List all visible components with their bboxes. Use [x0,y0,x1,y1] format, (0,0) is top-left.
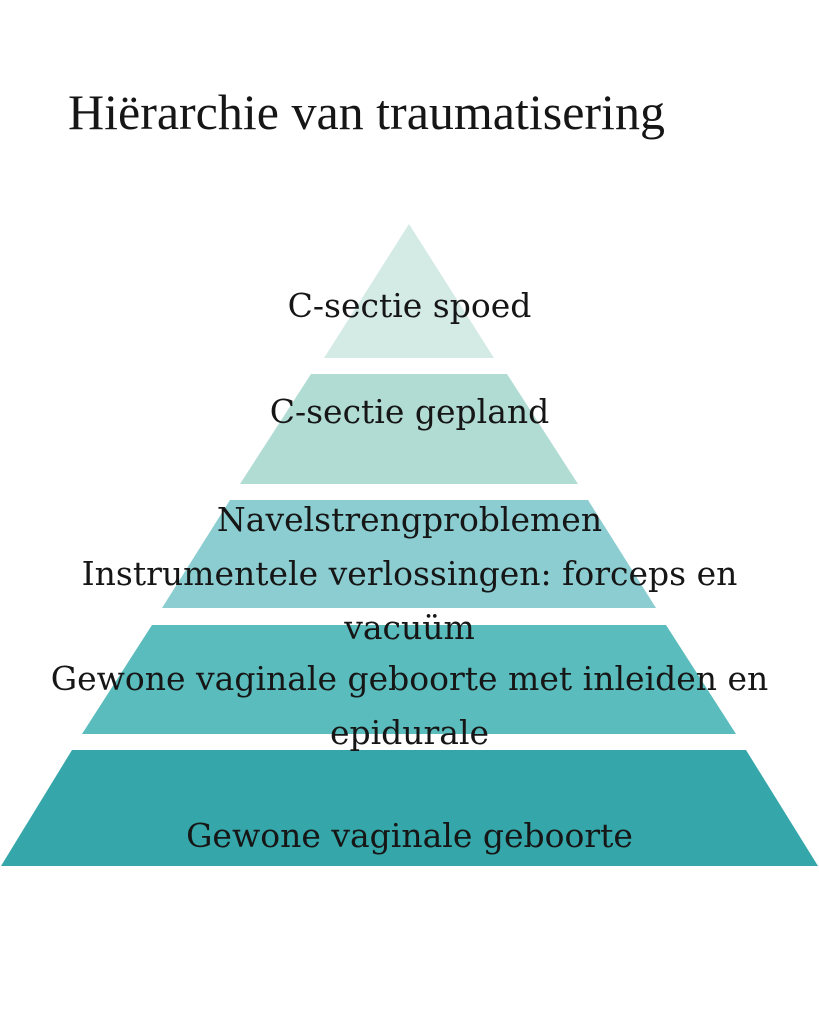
tier-3-line-2: Instrumentele verlossingen: forceps en [81,554,738,593]
tier-1-label [0,279,819,333]
tier-3-label [0,493,819,655]
tier-2-label [0,385,819,439]
tier-4-label [0,652,819,760]
tier-4-line-1: Gewone vaginale geboorte met inleiden en [50,659,769,698]
tier-5-label [0,809,819,863]
tier-1-line-1: C-sectie spoed [287,286,532,325]
tier-4-line-2: epidurale [329,713,490,752]
tier-3-line-3: vacuüm [344,608,475,647]
tier-5-line-1: Gewone vaginale geboorte [186,816,633,855]
diagram-title: Hiërarchie van traumatisering [68,84,665,140]
tier-2-line-1: C-sectie gepland [269,392,550,431]
tier-3-line-1: Navelstrengproblemen [216,500,603,539]
